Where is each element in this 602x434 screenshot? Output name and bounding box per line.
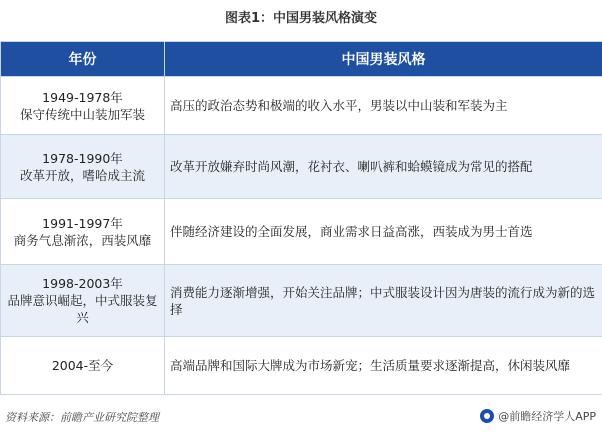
era-cell	[1, 199, 165, 265]
era-label: 保守传统中山装加军装	[19, 106, 145, 122]
style-cell: 改革开放嫌弃时尚风潮，花衬衣、喇叭裤和蛤蟆镜成为常见的搭配	[165, 135, 602, 199]
era-label: 改革开放，嗜哈成主流	[19, 167, 145, 183]
era-years: 1949-1978年	[42, 89, 123, 105]
era-cell	[1, 135, 165, 199]
era-cell	[1, 337, 165, 395]
style-cell: 高端品牌和国际大牌成为市场新宠；生活质量要求逐渐提高，休闲装风靡	[165, 337, 602, 395]
figure-title: 图表1：中国男装风格演变	[224, 11, 378, 26]
source-note: 资料来源：前瞻产业研究院整理	[5, 411, 159, 424]
table-row	[1, 77, 602, 135]
table-row	[1, 199, 602, 265]
style-cell: 伴随经济建设的全面发展，商业需求日益高涨，西装成为男士首选	[165, 199, 602, 265]
era-label: 商务气息渐浓，西装风靡	[13, 232, 152, 248]
style-evolution-table	[0, 41, 602, 395]
brand-logo-icon	[480, 409, 494, 423]
header-style: 中国男装风格	[165, 42, 602, 77]
era-cell	[1, 265, 165, 337]
footer	[0, 407, 602, 425]
table-row	[1, 337, 602, 395]
era-years: 2004-至今	[51, 358, 114, 373]
table-row	[1, 265, 602, 337]
era-cell	[1, 77, 165, 135]
era-years: 1991-1997年	[42, 215, 123, 231]
era-years: 1998-2003年	[42, 276, 123, 291]
brand	[480, 408, 596, 424]
table-row	[1, 135, 602, 199]
era-years: 1978-1990年	[42, 150, 123, 166]
style-cell: 消费能力逐渐增强，开始关注品牌；中式服装设计因为唐装的流行成为新的选择	[165, 265, 602, 337]
era-label: 品牌意识崛起，中式服装复兴	[7, 293, 158, 325]
brand-label: @前瞻经济学人APP	[498, 410, 596, 423]
style-cell: 高压的政治态势和极端的收入水平，男装以中山装和军装为主	[165, 77, 602, 135]
header-year: 年份	[1, 42, 165, 77]
table-header-row	[1, 42, 602, 77]
